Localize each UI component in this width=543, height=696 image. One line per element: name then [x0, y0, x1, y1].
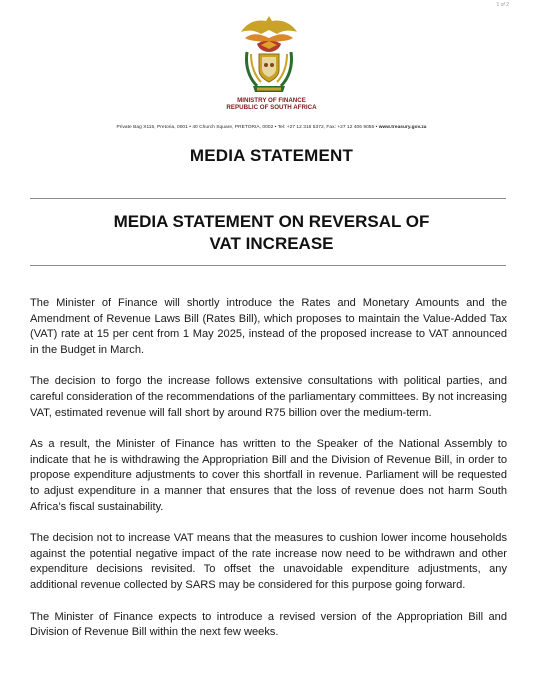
- divider-bottom: [30, 265, 506, 266]
- divider-top: [30, 198, 506, 199]
- coat-of-arms-icon: [233, 12, 305, 100]
- paragraph: The decision not to increase VAT means that the measures to cushion lower income households against the potential negative impact of the rate increase now need to be withdrawn and other expenditure decisions revisited. To offset the unavoidable expenditure adjustments, any additional revenue collected by SARS may be considered for this purpose going forward.: [30, 532, 507, 591]
- paragraph: As a result, the Minister of Finance has written to the Speaker of the National Assembly to indicate that he is withdrawing the Appropriation Bill and the Division of Revenue Bill, in order to propose expenditure adjustments to cover this shortfall in revenue. Parliament will be requested to adjust expenditure in a manner that ensures that the loss of revenue does not harm South Africa’s fiscal sustainability.: [30, 438, 507, 513]
- title-line-2: VAT INCREASE: [209, 234, 334, 253]
- country-name: REPUBLIC OF SOUTH AFRICA: [226, 104, 317, 111]
- paragraph: The Minister of Finance will shortly introduce the Rates and Monetary Amounts and the Amendment of Revenue Laws Bill (Rates Bill), which proposes to maintain the Value-Added Tax (VAT) rate at 15 per cent from 1 May 2025, instead of the proposed increase to VAT announced in the Budget in March.: [30, 297, 507, 356]
- paragraph: The Minister of Finance expects to introduce a revised version of the Appropriation Bill and Division of Revenue Bill within the next few weeks.: [30, 610, 507, 639]
- address-text: Private Bag X115, Pretoria, 0001 • 40 Church Square, PRETORIA, 0002 • Tel: +27 12 315 5372, Fax: +27 12 406 9055 •: [116, 125, 379, 130]
- contact-address: [0, 125, 543, 130]
- media-statement-heading: MEDIA STATEMENT: [189, 146, 354, 165]
- ministry-name: MINISTRY OF FINANCE: [237, 97, 306, 104]
- page-number: 1 of 2: [496, 2, 509, 8]
- statement-body: [30, 296, 507, 657]
- website-link[interactable]: www.treasury.gov.za: [378, 125, 427, 130]
- statement-title: [0, 211, 543, 255]
- title-line-1: MEDIA STATEMENT ON REVERSAL OF: [113, 212, 430, 231]
- paragraph: The decision to forgo the increase follows extensive consultations with political parties, and careful consideration of the recommendations of the parliamentary committees. By not increasing VAT, estimated revenue will fall short by around R75 billion over the medium-term.: [30, 375, 507, 419]
